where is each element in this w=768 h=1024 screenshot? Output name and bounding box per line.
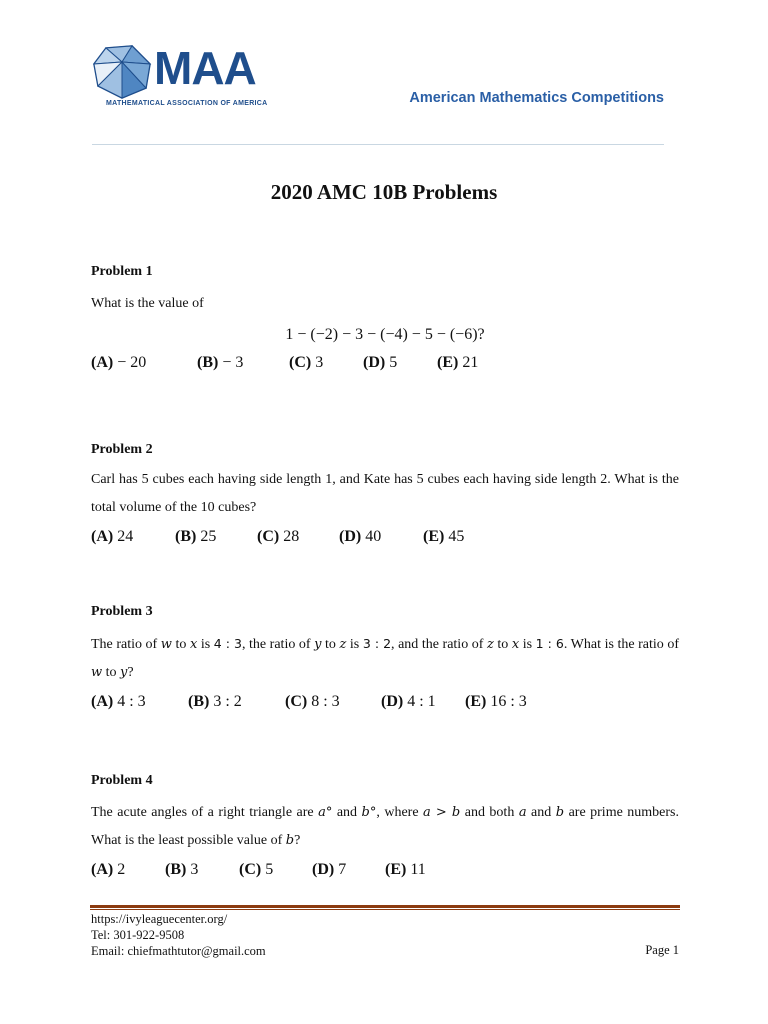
choice-c: (C) 3 bbox=[289, 354, 324, 371]
problem-expression: 1 − (−2) − 3 − (−4) − 5 − (−6)? bbox=[285, 326, 485, 343]
problem-text: What is the value of bbox=[91, 296, 204, 311]
problem-3 bbox=[91, 604, 679, 711]
problem-2 bbox=[91, 442, 679, 546]
page-header bbox=[92, 40, 664, 146]
competition-title: American Mathematics Competitions bbox=[409, 90, 664, 106]
choice-d: (D) 40 bbox=[339, 528, 382, 545]
footer-divider bbox=[90, 905, 680, 908]
problem-heading: Problem 4 bbox=[91, 773, 153, 788]
choice-d: (D) 5 bbox=[363, 354, 398, 371]
answer-choices bbox=[91, 861, 679, 879]
choice-a: (A) 4 : 3 bbox=[91, 693, 146, 710]
answer-choices bbox=[91, 693, 679, 711]
choice-b: (B) 3 bbox=[165, 861, 199, 878]
footer-email: Email: chiefmathtutor@gmail.com bbox=[91, 944, 266, 958]
choice-c: (C) 8 : 3 bbox=[285, 693, 340, 710]
choice-d: (D) 4 : 1 bbox=[381, 693, 436, 710]
problem-heading: Problem 3 bbox=[91, 604, 153, 619]
choice-d: (D) 7 bbox=[312, 861, 347, 878]
choice-e: (E) 16 : 3 bbox=[465, 693, 527, 710]
page-number: Page 1 bbox=[645, 943, 679, 957]
maa-logo-subtitle: MATHEMATICAL ASSOCIATION OF AMERICA bbox=[106, 100, 268, 107]
choice-e: (E) 45 bbox=[423, 528, 465, 545]
answer-choices bbox=[91, 354, 679, 372]
maa-polyhedron-icon bbox=[92, 44, 154, 100]
choice-c: (C) 5 bbox=[239, 861, 274, 878]
choice-b: (B) 3 : 2 bbox=[188, 693, 242, 710]
maa-logo-text: MAA bbox=[154, 42, 256, 94]
choice-c: (C) 28 bbox=[257, 528, 300, 545]
choice-a: (A) − 20 bbox=[91, 354, 147, 371]
choice-e: (E) 11 bbox=[385, 861, 426, 878]
footer-website-link[interactable]: https://ivyleaguecenter.org/ bbox=[91, 912, 228, 926]
choice-a: (A) 24 bbox=[91, 528, 134, 545]
choice-e: (E) 21 bbox=[437, 354, 479, 371]
header-divider bbox=[92, 144, 664, 145]
problem-text: The acute angles of a right triangle are a° and b°, where a > b and both a and b are prime numbers. What is the least possible value of b? bbox=[91, 805, 680, 848]
problem-4 bbox=[91, 773, 679, 879]
page-title: 2020 AMC 10B Problems bbox=[270, 180, 498, 204]
problem-1 bbox=[91, 264, 679, 372]
answer-choices bbox=[91, 528, 679, 546]
choice-b: (B) 25 bbox=[175, 528, 217, 545]
choice-b: (B) − 3 bbox=[197, 354, 244, 371]
problem-text: The ratio of w to x is 4 : 3, the ratio of y to z is 3 : 2, and the ratio of z to x is 1 : 6. What is the ratio of w to y? bbox=[91, 636, 680, 680]
problem-heading: Problem 2 bbox=[91, 442, 153, 457]
problem-text: Carl has 5 cubes each having side length 1, and Kate has 5 cubes each having side length 2. What is the total volume of the 10 cubes? bbox=[91, 472, 679, 515]
footer-divider-thin bbox=[90, 909, 680, 910]
footer-contact bbox=[91, 911, 266, 959]
footer-phone: Tel: 301-922-9508 bbox=[91, 928, 185, 942]
choice-a: (A) 2 bbox=[91, 861, 126, 878]
problem-heading: Problem 1 bbox=[91, 264, 153, 279]
